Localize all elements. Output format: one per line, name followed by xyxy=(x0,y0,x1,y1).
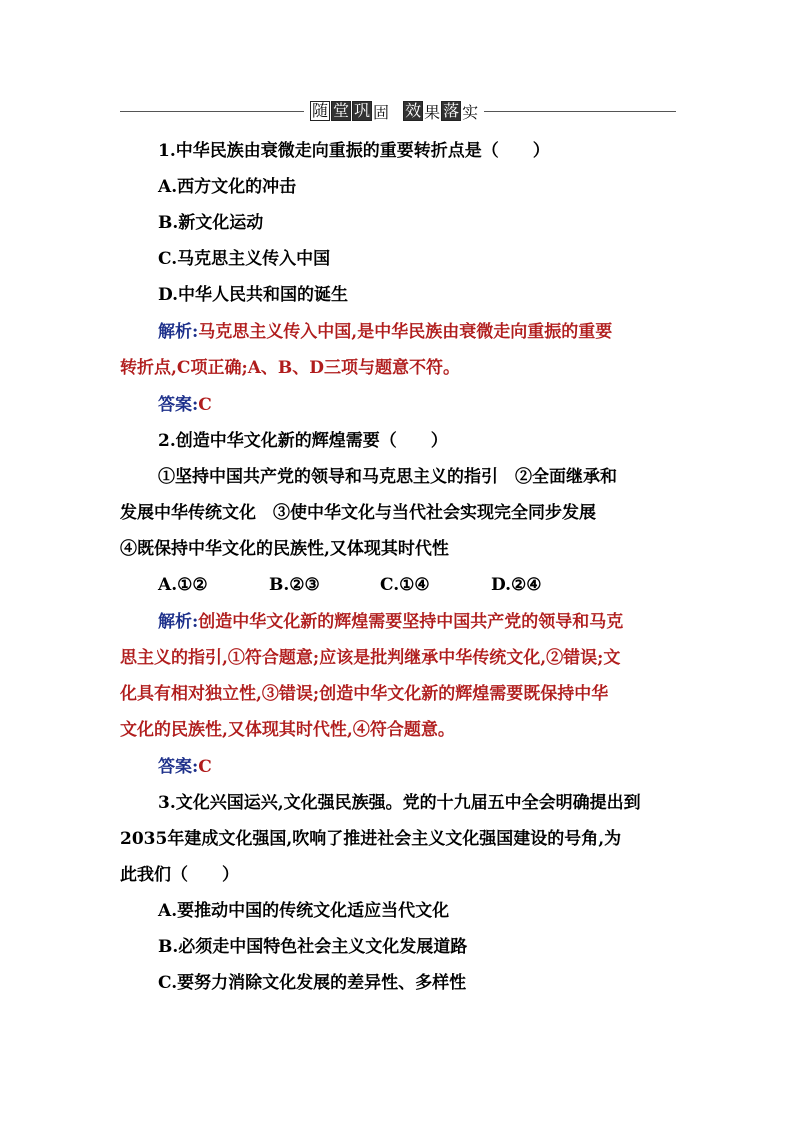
q2-answer-label: 答案: xyxy=(158,757,199,777)
q1-analysis-label: 解析: xyxy=(158,322,199,342)
q1-option-b: B.新文化运动 xyxy=(158,213,264,233)
header-char: 堂 xyxy=(333,101,350,120)
q3-option-b: B.必须走中国特色社会主义文化发展道路 xyxy=(158,937,468,957)
header-char: 果 xyxy=(424,102,441,122)
q2-stem: 2.创造中华文化新的辉煌需要（ ） xyxy=(158,431,448,451)
q1-answer-value: C xyxy=(198,395,212,415)
q3-option-c: C.要努力消除文化发展的差异性、多样性 xyxy=(158,973,467,993)
q1-option-c: C.马克思主义传入中国 xyxy=(158,249,331,269)
q2-option-b: B.②③ xyxy=(269,575,320,595)
q2-body-line: 发展中华传统文化 ③使中华文化与当代社会实现完全同步发展 xyxy=(120,503,596,523)
q2-body-line: ①坚持中国共产党的领导和马克思主义的指引 ②全面继承和 xyxy=(158,467,617,487)
q2-analysis-line xyxy=(158,611,623,633)
q1-answer xyxy=(158,394,212,416)
q1-answer-label: 答案: xyxy=(158,395,199,415)
q2-option-d: D.②④ xyxy=(491,575,542,595)
q2-answer-value: C xyxy=(198,757,212,777)
q2-analysis-line: 思主义的指引,①符合题意;应该是批判继承中华传统文化,②错误;文 xyxy=(120,648,621,668)
q2-body-line: ④既保持中华文化的民族性,又体现其时代性 xyxy=(120,539,449,559)
q1-analysis-line xyxy=(158,321,612,343)
q2-analysis-label: 解析: xyxy=(158,612,199,632)
q2-analysis-line: 文化的民族性,又体现其时代性,④符合题意。 xyxy=(120,720,455,740)
header-char: 巩 xyxy=(354,101,371,120)
section-header xyxy=(304,100,484,122)
q2-analysis-text: 创造中华文化新的辉煌需要坚持中国共产党的领导和马克 xyxy=(198,612,624,632)
q1-analysis-line: 转折点,C项正确;A、B、D三项与题意不符。 xyxy=(120,358,461,378)
q3-stem-line: 2035年建成文化强国,吹响了推进社会主义文化强国建设的号角,为 xyxy=(120,829,622,849)
q1-option-a: A.西方文化的冲击 xyxy=(158,177,297,197)
q2-analysis-line: 化具有相对独立性,③错误;创造中华文化新的辉煌需要既保持中华 xyxy=(120,684,609,704)
q3-stem-line: 此我们（ ） xyxy=(120,865,239,885)
q1-stem: 1.中华民族由衰微走向重振的重要转折点是（ ） xyxy=(158,141,550,161)
q1-analysis-text: 马克思主义传入中国,是中华民族由衰微走向重振的重要 xyxy=(198,322,613,342)
q1-option-d: D.中华人民共和国的诞生 xyxy=(158,285,349,305)
q3-stem-line: 3.文化兴国运兴,文化强民族强。党的十九届五中全会明确提出到 xyxy=(158,793,641,813)
q3-option-a: A.要推动中国的传统文化适应当代文化 xyxy=(158,901,450,921)
header-char: 效 xyxy=(405,101,422,120)
q2-options xyxy=(158,574,602,596)
header-char: 固 xyxy=(373,102,390,122)
header-char: 随 xyxy=(312,101,329,120)
header-char: 落 xyxy=(443,101,460,120)
q2-option-c: C.①④ xyxy=(380,575,430,595)
header-char: 实 xyxy=(462,102,479,122)
q2-option-a: A.①② xyxy=(158,575,208,595)
q2-answer xyxy=(158,756,212,778)
